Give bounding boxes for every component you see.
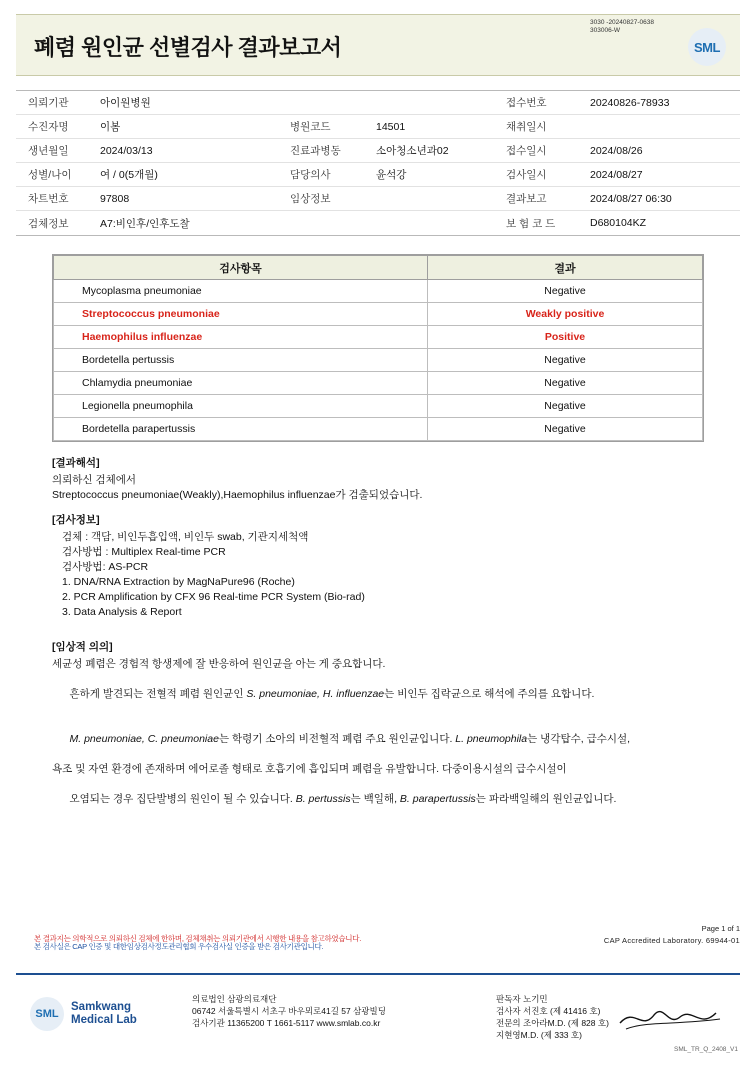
interpretation-line-1: 의뢰하신 검체에서 — [52, 474, 137, 486]
table-row — [54, 280, 703, 303]
results-header-result: 결과 — [428, 256, 703, 280]
footer-blue-note: 본 검사실은 CAP 인증 및 대한임상검사정도관리협회 우수검사실 인증을 받은 검사기관입니다. — [34, 942, 324, 951]
info-value: 아이원병원 — [100, 97, 151, 109]
info-label: 검사일시 — [506, 169, 547, 181]
patient-info-table — [16, 90, 740, 236]
footer-address — [192, 993, 386, 1029]
table-row — [54, 418, 703, 441]
table-row — [54, 372, 703, 395]
interpretation-section — [16, 456, 740, 503]
clinical-p3-a: 는 학령기 소아의 비전혈적 폐렴 주요 원인균입니다. — [218, 733, 456, 745]
info-label: 결과보고 — [506, 193, 547, 205]
info-label: 접수번호 — [506, 97, 547, 109]
footer-bar — [16, 973, 740, 1053]
info-label: 성별/나이 — [28, 169, 72, 181]
result-value: Negative — [428, 280, 703, 303]
footer-disclaimer — [0, 934, 756, 957]
results-table — [52, 254, 704, 442]
results-header-name: 검사항목 — [54, 256, 428, 280]
footer-lab-name-line2: Medical Lab — [71, 1014, 137, 1026]
info-label: 병원코드 — [290, 121, 331, 133]
clinical-p3-italic-1: M. pneumoniae, C. pneumoniae — [69, 733, 219, 745]
clinical-paragraph-2 — [52, 672, 740, 717]
signature-icon — [616, 1001, 726, 1035]
info-label: 보 험 코 드 — [506, 217, 556, 230]
info-label: 차트번호 — [28, 193, 69, 205]
info-value: 2024/08/26 — [590, 144, 643, 157]
info-value: 2024/08/27 — [590, 168, 643, 181]
result-name: Legionella pneumophila — [54, 395, 428, 418]
info-row — [16, 187, 740, 211]
clinical-p5-a: 오염되는 경우 집단발병의 원인이 될 수 있습니다. — [69, 793, 296, 805]
clinical-p5-c: 는 파라백일해의 원인균입니다. — [475, 793, 617, 805]
info-label: 의뢰기관 — [28, 97, 69, 109]
footer-specialist-2: 지현영M.D. (제 333 호) — [496, 1030, 582, 1040]
info-value: 여 / 0(5개월) — [100, 169, 158, 181]
table-row — [54, 395, 703, 418]
footer-logo — [30, 997, 137, 1031]
test-info-step-1: 1. DNA/RNA Extraction by MagNaPure96 (Roche) — [62, 576, 295, 588]
sml-footer-logo-icon: SML — [30, 997, 64, 1031]
info-label: 접수일시 — [506, 145, 547, 157]
clinical-p2-b: 는 비인두 집락균으로 해석에 주의를 요합니다. — [384, 688, 595, 700]
clinical-p3-b: 는 냉각탑수, 급수시설, — [527, 733, 631, 745]
footer-reader: 판독자 노기민 — [496, 994, 548, 1004]
info-label: 수진자명 — [28, 121, 69, 133]
info-value: 20240826-78933 — [590, 96, 670, 109]
result-name: Chlamydia pneumoniae — [54, 372, 428, 395]
result-value: Positive — [428, 326, 703, 349]
result-name: Mycoplasma pneumoniae — [54, 280, 428, 303]
info-row — [16, 139, 740, 163]
sml-logo-label: SML — [694, 39, 720, 55]
clinical-paragraph-3 — [52, 717, 740, 762]
info-row — [16, 163, 740, 187]
result-value: Negative — [428, 372, 703, 395]
report-header — [16, 14, 740, 76]
table-row — [54, 349, 703, 372]
test-info-heading: [검사정보] — [52, 514, 100, 526]
result-value: Negative — [428, 418, 703, 441]
test-info-specimen: 검체 : 객담, 비인두흡입액, 비인두 swab, 기관지세척액 — [62, 531, 309, 543]
footer-signatories — [496, 993, 609, 1041]
info-row — [16, 91, 740, 115]
footer-lab-name — [71, 1001, 137, 1027]
results-header-row — [54, 256, 703, 280]
table-row — [54, 303, 703, 326]
cap-accreditation-line: CAP Accredited Laboratory. 69944-01 — [603, 936, 740, 945]
info-value: 2024/08/27 06:30 — [590, 192, 672, 205]
info-label: 임상정보 — [290, 193, 331, 205]
info-label: 진료과병동 — [290, 145, 341, 157]
info-value: 2024/03/13 — [100, 144, 153, 157]
test-info-section — [16, 513, 740, 620]
document-code-line1: 3030 -20240827-0638 — [590, 19, 654, 26]
sml-logo-icon — [688, 28, 726, 66]
info-value: 14501 — [376, 120, 406, 133]
document-code-line2: 303006-W — [590, 27, 621, 34]
page-number: Page 1 of 1 — [701, 924, 740, 933]
test-info-method: 검사방법 : Multiplex Real-time PCR — [62, 546, 226, 558]
clinical-p5-italic-2: B. parapertussis — [399, 793, 476, 805]
clinical-paragraph-5 — [52, 777, 740, 822]
footer-address-line2: 06742 서울특별시 서초구 바우뫼로41길 57 삼광빌딩 — [192, 1006, 386, 1016]
footer-red-note: 본 결과지는 의학적으로 의뢰하신 검체에 한하며, 검체채취는 의뢰기관에서 시행한 내용을 참고하였습니다. — [34, 934, 361, 943]
result-name: Haemophilus influenzae — [54, 326, 428, 349]
info-value: D680104KZ — [590, 217, 647, 229]
result-name: Streptococcus pneumoniae — [54, 303, 428, 326]
clinical-paragraph-1: 세균성 폐렴은 경험적 항생제에 잘 반응하여 원인균을 아는 게 중요합니다. — [52, 658, 386, 670]
page-title: 폐렴 원인균 선별검사 결과보고서 — [34, 35, 342, 60]
result-value: Negative — [428, 395, 703, 418]
info-value: 97808 — [100, 192, 130, 205]
footer-address-line1: 의료법인 삼광의료재단 — [192, 994, 277, 1004]
info-row — [16, 115, 740, 139]
footer-technologist: 검사자 서진호 (제 41416 호) — [496, 1006, 601, 1016]
info-value — [584, 115, 740, 138]
interpretation-line-2: Streptococcus pneumoniae(Weakly),Haemophilus influenzae가 검출되었습니다. — [52, 489, 423, 501]
clinical-p5-b: 는 백일해, — [350, 793, 400, 805]
clinical-p5-italic-1: B. pertussis — [295, 793, 351, 805]
info-value — [370, 187, 500, 210]
footer-lab-name-line1: Samkwang — [71, 1001, 132, 1013]
info-label: 생년월일 — [28, 145, 69, 157]
info-value: 이봄 — [100, 121, 121, 133]
clinical-section — [16, 640, 740, 822]
info-label: 채취일시 — [506, 121, 547, 133]
test-info-method-2: 검사방법: AS-PCR — [62, 561, 149, 573]
clinical-p2-a: 흔하게 발견되는 전혈적 폐렴 원인균인 — [69, 688, 247, 700]
footer-address-line3: 검사기관 11365200 T 1661-5117 www.smlab.co.kr — [192, 1018, 381, 1028]
info-label: 검체정보 — [28, 217, 69, 230]
clinical-p2-italic: S. pneumoniae, H. influenzae — [246, 688, 385, 700]
info-value: 윤석강 — [376, 169, 407, 181]
result-value: Weakly positive — [428, 303, 703, 326]
info-row — [16, 211, 740, 235]
test-info-step-3: 3. Data Analysis & Report — [62, 606, 182, 618]
clinical-paragraph-4: 욕조 및 자연 환경에 존재하며 에어로졸 형태로 호흡기에 흡입되며 폐렴을 유발합니다. 다중이용시설의 급수시설이 — [52, 763, 567, 775]
document-code — [590, 19, 654, 35]
interpretation-heading: [결과해석] — [52, 457, 100, 469]
result-name: Bordetella parapertussis — [54, 418, 428, 441]
info-label: 담당의사 — [290, 169, 331, 181]
result-value: Negative — [428, 349, 703, 372]
clinical-p3-italic-2: L. pneumophila — [455, 733, 528, 745]
table-row — [54, 326, 703, 349]
info-value: 소아청소년과02 — [376, 145, 449, 157]
test-info-step-2: 2. PCR Amplification by CFX 96 Real-time PCR System (Bio-rad) — [62, 591, 365, 603]
footer-doc-version: SML_TR_Q_2408_V1 — [674, 1046, 738, 1053]
clinical-heading: [임상적 의의] — [52, 641, 113, 653]
result-name: Bordetella pertussis — [54, 349, 428, 372]
info-value: A7:비인후/인후도찰 — [100, 217, 190, 230]
footer-specialist-1: 전문의 조아라M.D. (제 828 호) — [496, 1018, 609, 1028]
